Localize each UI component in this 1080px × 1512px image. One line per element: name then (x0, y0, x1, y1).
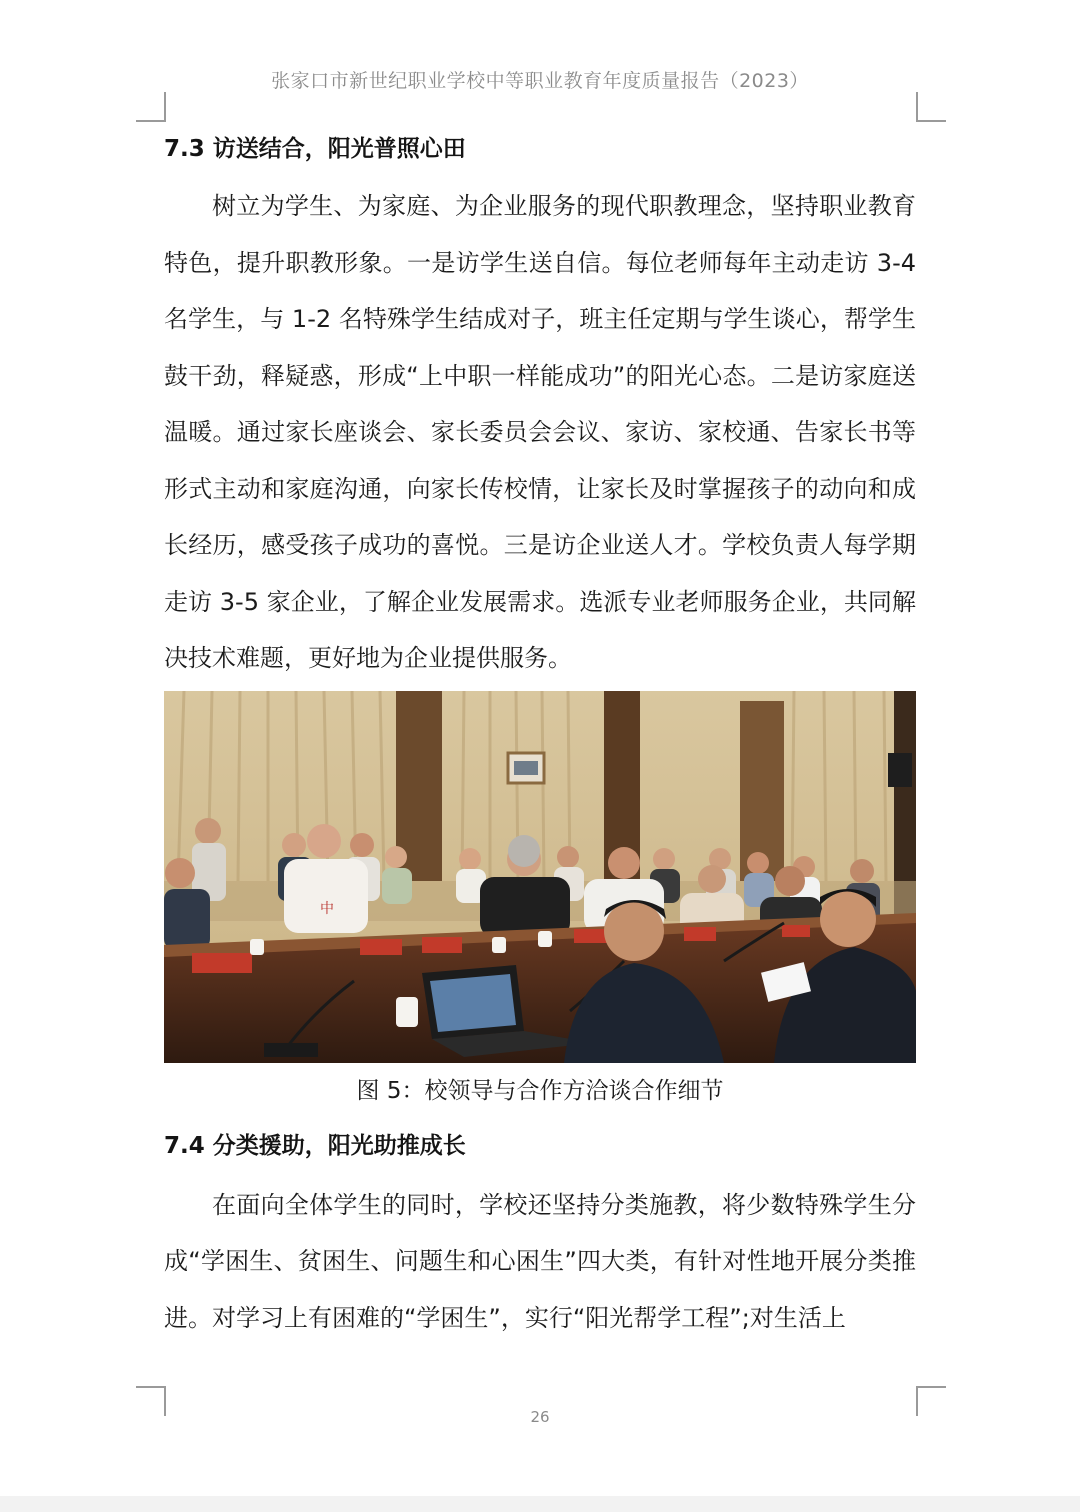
crop-mark-top-right (916, 92, 946, 122)
svg-text:中: 中 (320, 900, 334, 917)
bottom-bar (0, 1496, 1080, 1512)
figure-caption: 图 5：校领导与合作方洽谈合作细节 (356, 1077, 724, 1104)
running-header: 张家口市新世纪职业学校中等职业教育年度质量报告（2023） (271, 70, 809, 92)
meeting-photo (164, 691, 916, 1063)
section-heading-7-4: 7.4 分类援助，阳光助推成长 (164, 1132, 466, 1159)
section-heading-7-3: 7.3 访送结合，阳光普照心田 (164, 136, 466, 162)
page-content (164, 128, 916, 1346)
section-paragraph-7-4: 在面向全体学生的同时，学校还坚持分类施教，将少数特殊学生分成“学困生、贫困生、问题生和心困生”四大类，有针对性地开展分类推进。对学习上有困难的“学困生”，实行“阳光帮学工程”;对生活上 (164, 1190, 916, 1332)
section-paragraph-7-3: 树立为学生、为家庭、为企业服务的现代职教理念，坚持职业教育特色，提升职教形象。一是访学生送自信。每位老师每年主动走访 3-4 名学生，与 1-2 名特殊学生结成对子，班主任定期与学生谈心，帮学生鼓干劲，释疑惑，形成“上中职一样能成功”的阳光心态。二是访家庭送温暖。通过家长座谈会、家长委员会会议、家访、家校通、告家长书等形式主动和家庭沟通，向家长传校情，让家长及时掌握孩子的动向和成长经历，感受孩子成功的喜悦。三是访企业送人才。学校负责人每学期走访 3-5 家企业，了解企业发展需求。选派专业老师服务企业，共同解决技术难题，更好地为企业提供服务。 (164, 192, 916, 672)
page-number: 26 (530, 1408, 550, 1426)
crop-mark-top-left (136, 92, 166, 122)
